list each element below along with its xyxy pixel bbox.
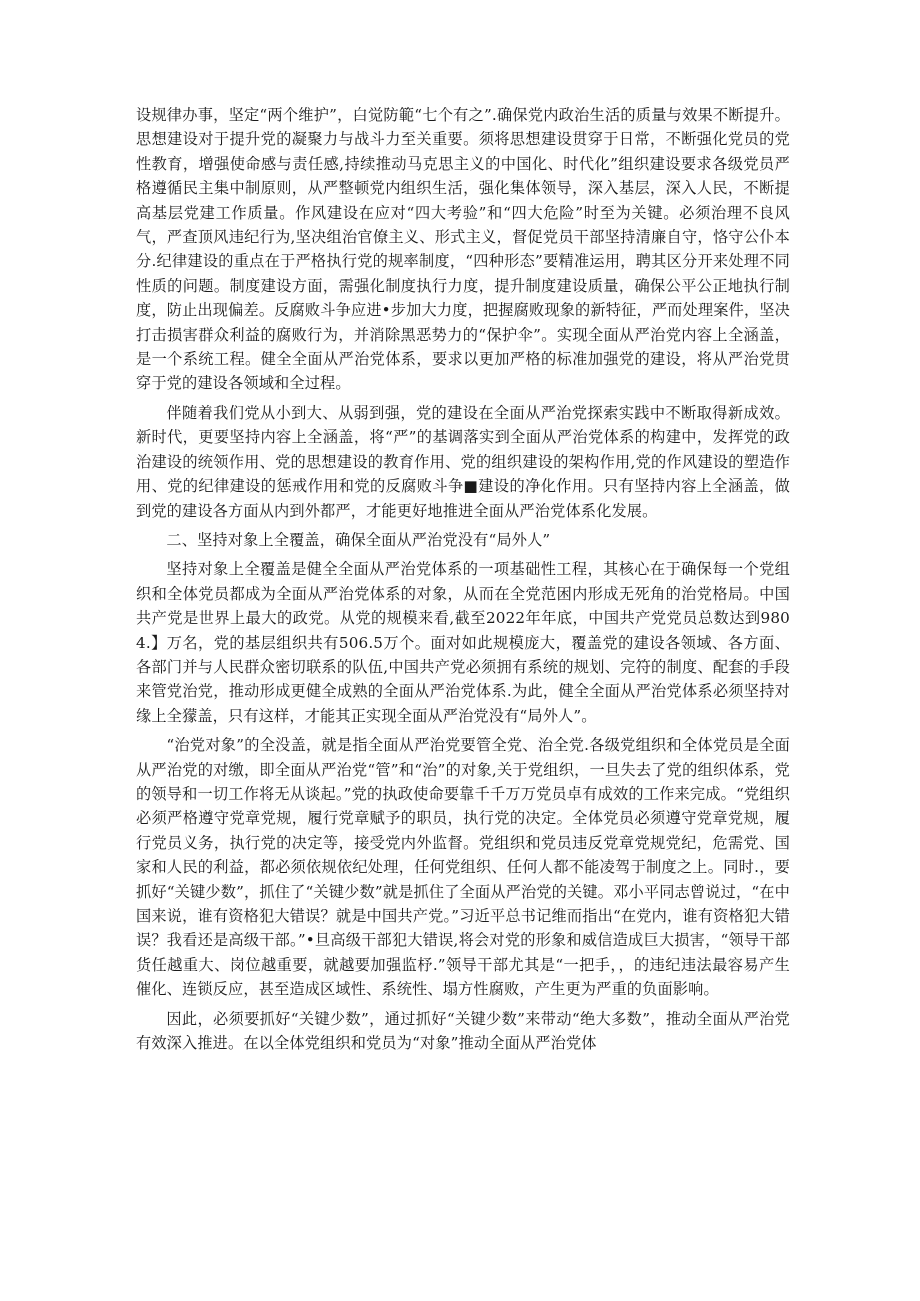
paragraph-governance-objects: “治党对象”的全没盖，就是指全面从严治党要管全党、治全党.各级党组织和全体党员是全面从严治党的对缴，即全面从严治党“管”和“治”的对象,关于党组织，一旦失去了党的组织体系，党的领导和一切工作将无从谈起。”党的执政使命要靠千千万万党员卓有成效的工作来完成。“党组织必须严格遵守党章党规，履行党章赋予的职员，执行党的决定。全体党员必须遵守党章党规，履行党员义务，执行党的决定等，接受党内外监督。党组织和党员违反党章党规党纪，危需党、国家和人民的利益，都必须依规依纪处理，任何党组织、任何人都不能凌驾于制度之上。同时.，要抓好“关键少数”，抓住了“关键少数”就是抓住了全面从严治党的关键。邓小平同志曾说过，“在中国来说，谁有资格犯大错误？就是中国共产党。”习近平总书记维而指出“在党内，谁有资格犯大错误？我看还是高级干部。”•旦高级干部犯大错误,将会对党的形象和威信造成巨大损害，“领导干部货任越重大、岗位越重要，就越要加强监杼.”领导干部尤其是“一把手，，的违纪违法最容易产生催化、连锁反应，甚至造成区域性、系统性、塌方性腐败，产生更为严重的负面影响。 [136, 736, 790, 999]
paragraph-new-era-coverage: 伴随着我们党从小到大、从弱到强，党的建设在全面从严治党探索实践中不断取得新成效。新时代，更要坚持内容上全涵盖，将“严”的基调落实到全面从严治党体系的构建中，发挥党的政治建设的统领作用、党的思想建设的教育作用、党的组织建设的架构作用,党的作风建设的塑造作用、党的纪律建设的惩戒作用和党的反腐败斗争■建设的净化作用。只有坚持内容上全涵盖，做到党的建设各方面从内到外都严，才能更好地推进全面从严治党体系化发展。 [136, 403, 790, 520]
paragraph-object-coverage-foundation: 坚持对象上全覆盖是健全全面从严治党体系的一项基础性工程，其核心在于确保每一个党组织和全体党员都成为全面从严治党体系的对象，从而在全党范困内形成无死角的治党格局。中国共产党是世界上最大的政党。从党的规模来看,截至2022年年底，中国共产党党员总数达到9804.】万名，党的基层组织共有506.5万个。面对如此规模庞大，覆盖党的建设各领域、各方面、各部门并与人民群众密切联系的队伍,中国共产党必须拥有系统的规划、完符的制度、配套的手段来管党治党，推动形成更健全成熟的全面从严治党体系.为此，健全全面从严治党体系必须坚持对缘上全獴盖，只有这样，才能其正实现全面从严治党没有“局外人”。 [136, 560, 790, 725]
paragraph-key-minority: 因此，必须要抓好“关键少数”，通过抓好“关键少数”来带动“绝大多数”，推动全面从严治党有效深入推进。在以全体党组织和党员为“对象”推动全面从严治党体 [136, 1009, 790, 1053]
paragraph-continued-content-coverage: 设规律办事，坚定“两个维护”，白觉防範“七个有之”.确保党内政治生活的质量与效果不断提升。思想建设对于提升党的凝聚力与战斗力至关重要。须将思想建设贯穿于日常，不断强化党员的党性教育，增强使命感与责任感,持续推动马克思主义的中国化、时代化”组织建设要求各级党员严格遵循民主集中制原则，从严整顿党内组织生活，强化集体领导，深入基层，深入人民，不断提高基层党建工作质量。作风建设在应对“四大考验”和“四大危险”时至为关键。必须治理不良风气，严查顶风违纪行为,坚决组治官僚主义、形式主义，督促党员干部坚持清廉自守，恪守公仆本分.纪律建设的重点在于严格执行党的规率制度，“四种形态”要精准运用，聘其区分开来处理不同性质的问题。制度建设方面，需强化制度执行力度，提升制度建设质量，确保公平公正地执行制度，防止出现偏差。反腐败斗争应进•步加大力度，把握腐败现象的新特征，严而处理案件，坚决打击损害群众利益的腐败行为，并消除黑恶势力的“保护伞”。实现全面从严治党内容上全涵盖，是一个系统工程。健全全面从严治党体系，要求以更加严格的标准加强党的建设，将从严治党贯穿于党的建设各领域和全过程。 [136, 106, 790, 393]
document-body [136, 103, 790, 1060]
section-heading-object-coverage: 二、坚持对象上全覆盖，确保全面从严治党没有“局外人” [166, 530, 551, 549]
